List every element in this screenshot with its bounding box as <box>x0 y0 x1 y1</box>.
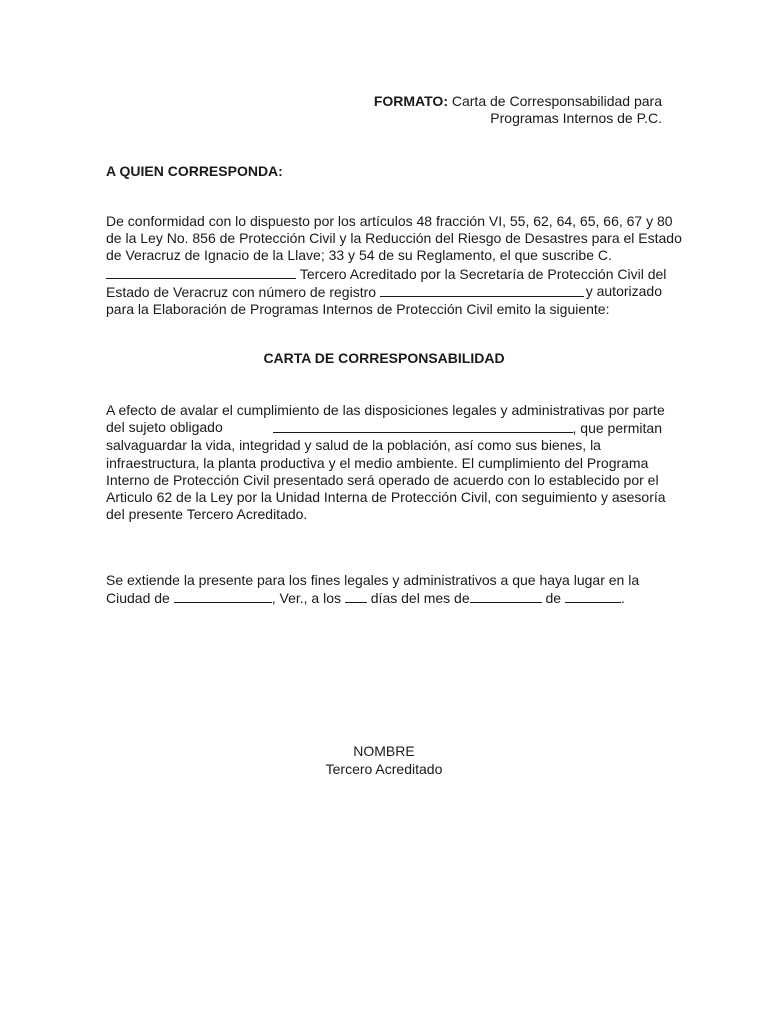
format-header-line1 <box>242 93 662 110</box>
format-title-line2: Programas Internos de P.C. <box>490 110 662 126</box>
body-line-4: infraestructura, la planta productiva y el medio ambiente. El cumplimiento del Programa <box>106 454 649 471</box>
body-paragraph <box>106 402 666 523</box>
body-line-5: Interno de Protección Civil presentado será operado de acuerdo con lo establecido por el <box>106 471 659 488</box>
closing-line-2: Ciudad de , Ver., a los días del mes de de . <box>106 590 625 607</box>
intro-line-4: Tercero Acreditado por la Secretaría de Protección Civil del <box>106 265 662 283</box>
closing-line-1: Se extiende la presente para los fines legales y administrativos a que haya lugar en la <box>106 572 640 588</box>
city-blank-line[interactable] <box>174 589 272 603</box>
body-line-1: A efecto de avalar el cumplimiento de las disposiciones legales y administrativas por parte <box>106 402 665 418</box>
format-title-line1: Carta de Corresponsabilidad para <box>451 93 662 109</box>
intro-line-1: De conformidad con lo dispuesto por los artículos 48 fracción VI, 55, 62, 64, 65, 66, 67 y 80 <box>106 213 673 229</box>
signatory-name: NOMBRE <box>353 743 415 759</box>
intro-line-5: Estado de Veracruz con número de registro y autorizado <box>106 282 662 300</box>
obligated-subject-blank-line[interactable] <box>273 419 573 433</box>
body-line-6: Articulo 62 de la Ley por la Unidad Interna de Protección Civil, con seguimiento y asesoría <box>106 489 666 506</box>
body-line-2: del sujeto obligado , que permitan <box>106 419 662 437</box>
closing-paragraph <box>106 572 662 607</box>
intro-line-6: para la Elaboración de Programas Internos de Protección Civil emito la siguiente: <box>106 301 610 318</box>
salutation: A QUIEN CORRESPONDA: <box>106 163 283 179</box>
day-blank-line[interactable] <box>345 589 367 603</box>
registration-number-blank-line[interactable] <box>380 283 584 297</box>
year-blank-line[interactable] <box>565 589 621 603</box>
signatory-role: Tercero Acreditado <box>325 761 443 777</box>
intro-paragraph <box>106 213 682 318</box>
intro-line-3: de Veracruz de Ignacio de la Llave; 33 y 54 de su Reglamento, el que suscribe C. <box>106 247 612 264</box>
format-label: FORMATO: <box>373 93 448 109</box>
intro-line-2: de la Ley No. 856 de Protección Civil y la Reducción del Riesgo de Desastres para el Estado <box>106 230 682 247</box>
name-blank-line[interactable] <box>106 265 296 279</box>
format-header <box>242 93 662 127</box>
signature-block <box>106 742 662 778</box>
month-blank-line[interactable] <box>470 589 542 603</box>
body-line-3: salvaguardar la vida, integridad y salud de la población, así como sus bienes, la <box>106 437 601 454</box>
body-line-7: del presente Tercero Acreditado. <box>106 506 308 523</box>
letter-title: CARTA DE CORRESPONSABILIDAD <box>263 350 505 366</box>
